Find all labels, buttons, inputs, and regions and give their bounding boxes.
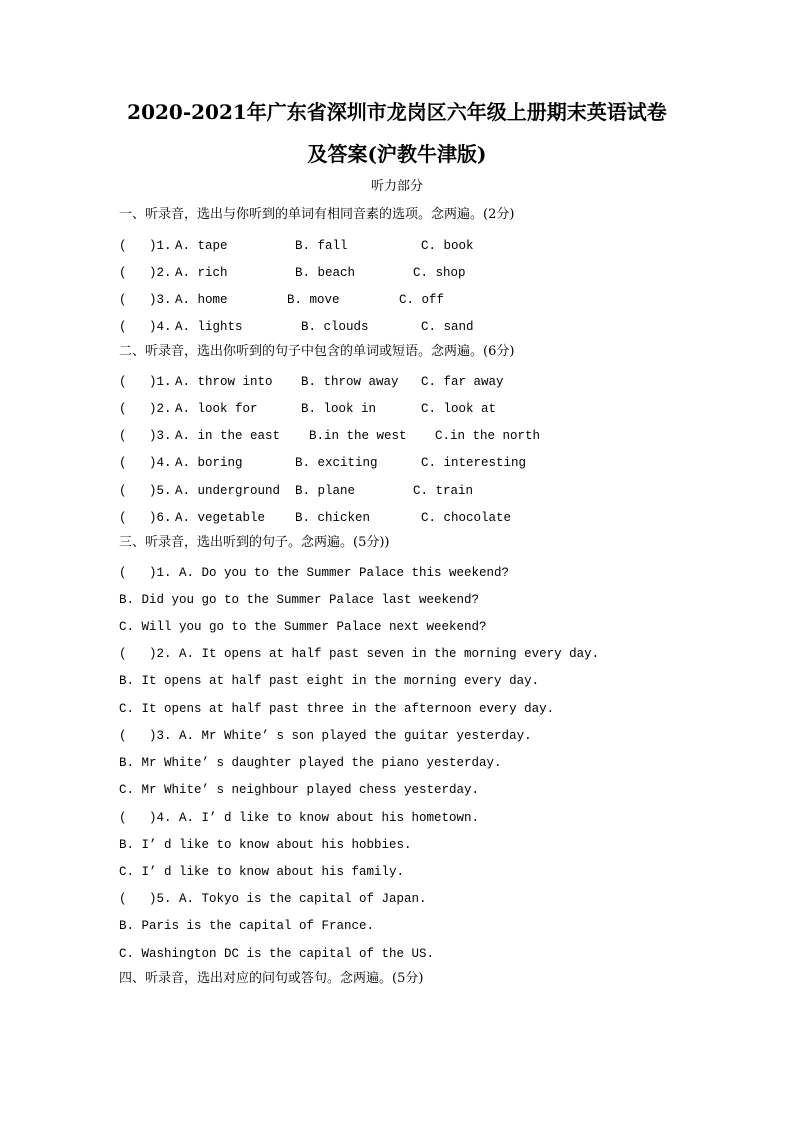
section-3-line: B. I’ d like to know about his hobbies. bbox=[119, 838, 412, 852]
option-a: A. rich bbox=[175, 266, 228, 280]
section-3-line: C. It opens at half past three in the afternoon every day. bbox=[119, 702, 555, 716]
section-2-question-2 bbox=[119, 400, 679, 418]
option-b: B. chicken bbox=[295, 511, 371, 525]
option-a: A. in the east bbox=[175, 429, 281, 443]
document-title-line-1: 2020-2021年广东省深圳市龙岗区六年级上册期末英语试卷 bbox=[127, 100, 667, 124]
section-3-line: ( )5. A. Tokyo is the capital of Japan. bbox=[119, 892, 427, 906]
option-b: B. throw away bbox=[301, 375, 399, 389]
option-c: C. chocolate bbox=[421, 511, 512, 525]
section-2-question-5 bbox=[119, 482, 679, 500]
option-b: B. look in bbox=[301, 402, 377, 416]
option-a: A. throw into bbox=[175, 375, 273, 389]
section-3-line: C. I’ d like to know about his family. bbox=[119, 865, 405, 879]
question-number: ( )1. bbox=[119, 375, 172, 389]
section-3-line: B. Mr White’ s daughter played the piano yesterday. bbox=[119, 756, 502, 770]
section-3-heading: 三、听录音，选出听到的句子。念两遍。(5分)) bbox=[119, 535, 390, 550]
option-c: C. shop bbox=[413, 266, 466, 280]
question-number: ( )5. bbox=[119, 484, 172, 498]
section-3-line: ( )1. A. Do you to the Summer Palace this weekend? bbox=[119, 566, 510, 580]
option-c: C. interesting bbox=[421, 456, 527, 470]
section-3-line: C. Mr White’ s neighbour played chess yesterday. bbox=[119, 783, 480, 797]
section-2-question-3 bbox=[119, 427, 679, 445]
option-b: B. plane bbox=[295, 484, 356, 498]
section-1-question-4 bbox=[119, 318, 679, 336]
option-a: A. underground bbox=[175, 484, 281, 498]
question-number: ( )3. bbox=[119, 293, 172, 307]
question-number: ( )2. bbox=[119, 402, 172, 416]
section-1-heading: 一、听录音，选出与你听到的单词有相同音素的选项。念两遍。(2分) bbox=[119, 207, 515, 222]
section-1-question-1 bbox=[119, 237, 679, 255]
option-c: C. sand bbox=[421, 320, 474, 334]
section-3-line: B. It opens at half past eight in the morning every day. bbox=[119, 674, 540, 688]
question-number: ( )4. bbox=[119, 456, 172, 470]
section-3-line: B. Did you go to the Summer Palace last weekend? bbox=[119, 593, 480, 607]
option-a: A. boring bbox=[175, 456, 243, 470]
section-3-line: ( )2. A. It opens at half past seven in the morning every day. bbox=[119, 647, 600, 661]
section-2-heading: 二、听录音，选出你听到的句子中包含的单词或短语。念两遍。(6分) bbox=[119, 344, 515, 359]
option-b: B. exciting bbox=[295, 456, 378, 470]
option-a: A. lights bbox=[175, 320, 243, 334]
section-3-line: ( )3. A. Mr White’ s son played the guitar yesterday. bbox=[119, 729, 532, 743]
section-3-line: ( )4. A. I’ d like to know about his hometown. bbox=[119, 811, 480, 825]
question-number: ( )1. bbox=[119, 239, 172, 253]
option-a: A. home bbox=[175, 293, 228, 307]
option-c: C. train bbox=[413, 484, 474, 498]
option-a: A. look for bbox=[175, 402, 258, 416]
option-c: C. book bbox=[421, 239, 474, 253]
option-c: C. look at bbox=[421, 402, 497, 416]
option-c: C. far away bbox=[421, 375, 504, 389]
section-2-question-4 bbox=[119, 454, 679, 472]
option-c: C. off bbox=[399, 293, 445, 307]
section-subtitle: 听力部分 bbox=[370, 179, 423, 194]
option-a: A. vegetable bbox=[175, 511, 266, 525]
section-4-heading: 四、听录音，选出对应的问句或答句。念两遍。(5分) bbox=[119, 971, 424, 986]
section-1-question-3 bbox=[119, 291, 679, 309]
section-3-line: B. Paris is the capital of France. bbox=[119, 919, 375, 933]
section-2-question-6 bbox=[119, 509, 679, 527]
option-b: B.in the west bbox=[309, 429, 407, 443]
section-1-question-2 bbox=[119, 264, 679, 282]
section-3-line: C. Washington DC is the capital of the US. bbox=[119, 947, 435, 961]
section-2-question-1 bbox=[119, 373, 679, 391]
question-number: ( )3. bbox=[119, 429, 172, 443]
question-number: ( )4. bbox=[119, 320, 172, 334]
option-a: A. tape bbox=[175, 239, 228, 253]
option-b: B. beach bbox=[295, 266, 356, 280]
option-b: B. fall bbox=[295, 239, 348, 253]
option-b: B. clouds bbox=[301, 320, 369, 334]
option-c: C.in the north bbox=[435, 429, 541, 443]
document-title-line-2: 及答案(沪教牛津版) bbox=[307, 142, 487, 166]
section-3-line: C. Will you go to the Summer Palace next weekend? bbox=[119, 620, 487, 634]
option-b: B. move bbox=[287, 293, 340, 307]
question-number: ( )6. bbox=[119, 511, 172, 525]
question-number: ( )2. bbox=[119, 266, 172, 280]
